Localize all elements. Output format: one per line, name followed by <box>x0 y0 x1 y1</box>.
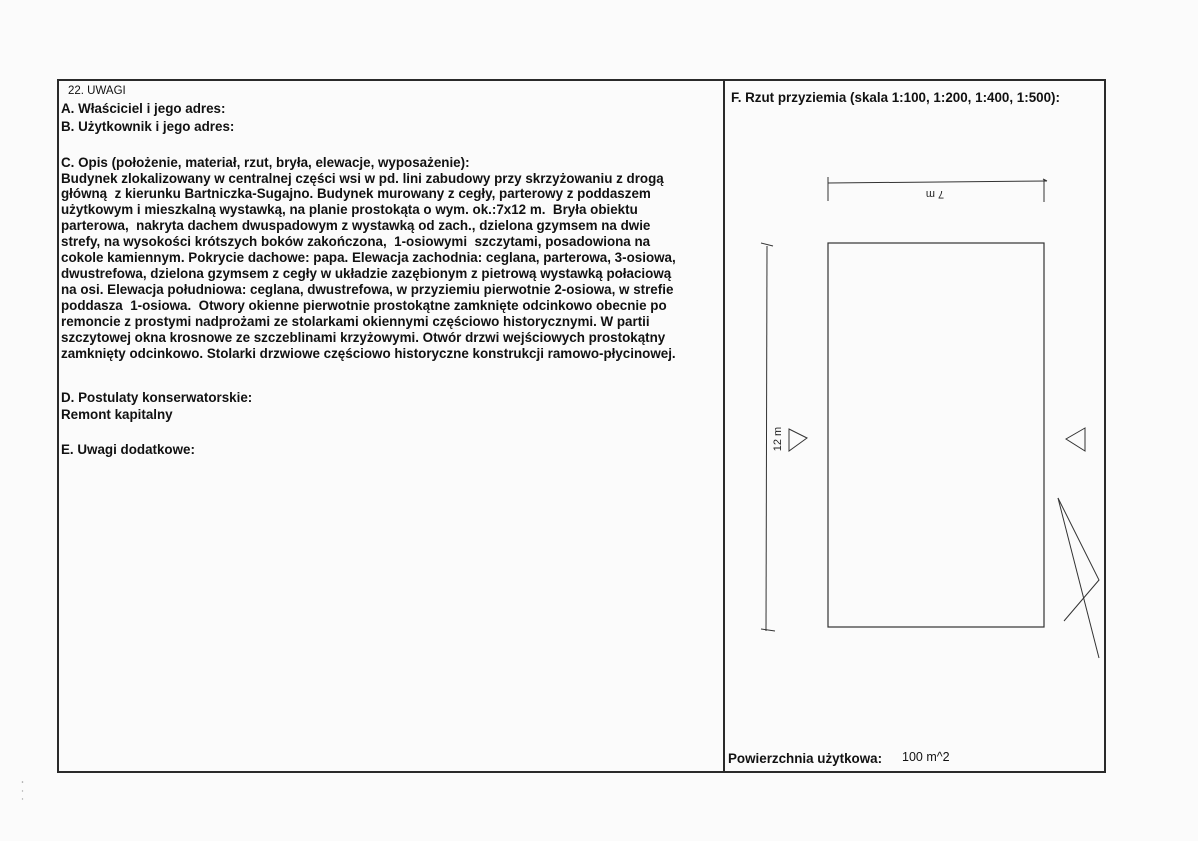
description-line: szczytowej okna krosnowe ze szczeblinami krzyżowymi. Otwór drzwi wejściowych prostokątny <box>61 330 666 345</box>
description-line: remoncie z prostymi nadprożami ze stolarkami okiennymi częściowo historycznymi. W partii <box>61 314 650 329</box>
postulates-heading: D. Postulaty konserwatorskie: <box>61 390 253 405</box>
additional-remarks-heading: E. Uwagi dodatkowe: <box>61 442 195 457</box>
ground-plan-drawing <box>725 81 1105 771</box>
scan-speck <box>21 780 24 802</box>
description-line: strefy, na wysokości krótszych boków zakończona, 1-osiowymi szczytami, posadowiona na <box>61 234 651 249</box>
description-line: Budynek zlokalizowany w centralnej części wsi w pd. lini zabudowy przy skrzyżowaniu z drogą <box>61 170 664 186</box>
remarks-panel <box>61 83 721 769</box>
description-line: główną z kierunku Bartniczka-Sugajno. Budynek murowany z cegły, parterowy z poddaszem <box>61 186 651 201</box>
usable-area-value: 100 m^2 <box>902 750 950 764</box>
owner-line: A. Właściciel i jego adres: <box>61 101 226 116</box>
ground-plan-panel <box>725 81 1105 771</box>
description-line: poddasza 1-osiowa. Otwory okienne pierwotnie prostokątne zamknięte odcinkowo obecnie po <box>61 298 667 313</box>
ground-plan-title: F. Rzut przyziemia (skala 1:100, 1:200, 1:400, 1:500): <box>731 90 1060 105</box>
description-line: parterowa, nakryta dachem dwuspadowym z wystawką od zach., dzielona gzymsem na dwie <box>61 218 651 233</box>
description-line: użytkowym i mieszkalną wystawką, na planie prostokąta o wym. ok.:7x12 m. Bryła obiektu <box>61 202 638 217</box>
user-line: B. Użytkownik i jego adres: <box>61 119 235 134</box>
west-elevation-marker <box>789 429 807 451</box>
north-arrow <box>1058 498 1099 658</box>
description-line: cokole kamiennym. Pokrycie dachowe: papa. Elewacja zachodnia: ceglana, parterowa, 3-osiowa, <box>61 250 676 265</box>
east-elevation-marker <box>1066 428 1085 451</box>
length-label: 12 m <box>772 426 784 452</box>
inventory-card-sheet <box>57 79 1106 773</box>
description-line: na osi. Elewacja południowa: ceglana, dwustrefowa, w przyziemiu pierwotnie 2-osiowa, w strefie <box>61 282 674 297</box>
usable-area-label: Powierzchnia użytkowa: <box>728 751 883 766</box>
description-heading: C. Opis (położenie, materiał, rzut, bryła, elewacje, wyposażenie): <box>61 155 470 170</box>
postulates-value: Remont kapitalny <box>61 407 173 422</box>
description-line: zamknięty odcinkowo. Stolarki drzwiowe częściowo historyczne konstrukcji ramowo-płycinowej. <box>61 346 676 361</box>
building-outline <box>828 243 1044 627</box>
description-line: dwustrefowa, dzielona gzymsem z cegły w układzie zazębionym z pietrową wystawką połaciową <box>61 266 672 281</box>
section-number: 22. UWAGI <box>68 85 126 97</box>
width-label: 7 m <box>925 188 945 200</box>
